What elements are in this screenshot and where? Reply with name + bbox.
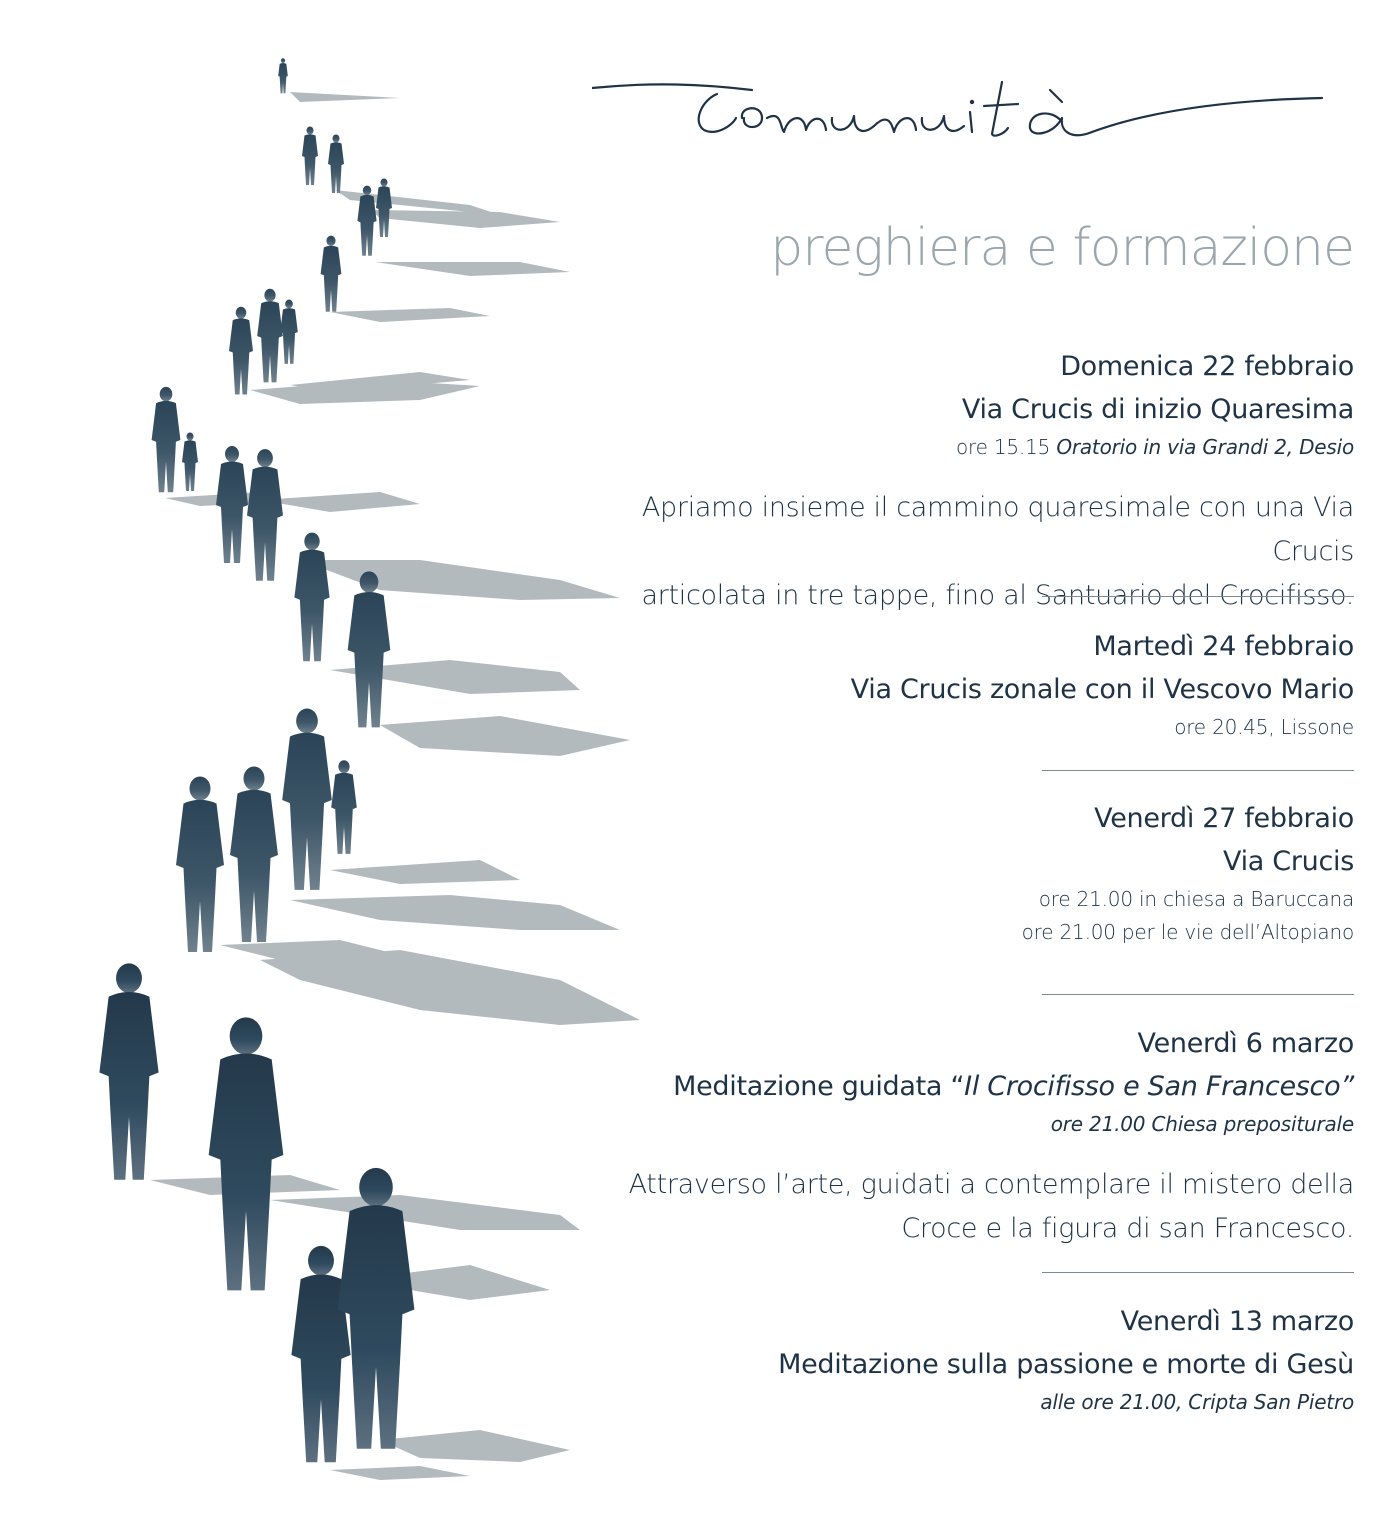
event-domenica-22-febbraio: [554, 345, 1354, 618]
event-title: Via Crucis di inizio Quaresima: [961, 394, 1354, 425]
event-venerdi-6-marzo: [554, 1022, 1354, 1251]
event-detail: ore 20.45, Lissone: [1174, 715, 1354, 739]
event-title-prefix: Meditazione guidata “: [673, 1071, 965, 1102]
event-date: Martedì 24 febbraio: [1093, 631, 1354, 662]
event-detail: ore 21.00 in chiesa a Baruccana: [1038, 887, 1354, 911]
event-description-line: articolata in tre tappe, fino al Santuario del Crocifisso.: [641, 580, 1354, 611]
separator: [1042, 1272, 1354, 1273]
event-description: [554, 486, 1354, 618]
event-description-line: Croce e la figura di san Francesco.: [901, 1213, 1354, 1244]
event-date: Venerdì 13 marzo: [1120, 1306, 1354, 1337]
event-detail: [554, 431, 1354, 464]
event-description: [554, 1163, 1354, 1251]
event-title: Meditazione sulla passione e morte di Gesù: [778, 1349, 1354, 1380]
event-venerdi-13-marzo: [554, 1300, 1354, 1419]
event-description-line: Attraverso l’arte, guidati a contemplare il mistero della: [628, 1169, 1354, 1200]
separator: [1042, 770, 1354, 771]
event-time: ore 15.15: [956, 435, 1051, 459]
separator: [1042, 596, 1354, 597]
foreground-figures: [99, 963, 414, 1462]
event-detail-italic: ore 21.00 Chiesa prepositurale: [1050, 1112, 1354, 1136]
subtitle: preghiera e formazione: [770, 218, 1354, 278]
event-place: Oratorio in via Grandi 2, Desio: [1056, 435, 1354, 459]
event-detail: [554, 1386, 1354, 1419]
event-date: Venerdì 6 marzo: [1137, 1028, 1354, 1059]
event-detail-italic: alle ore 21.00, Cripta San Pietro: [1040, 1390, 1354, 1414]
event-venerdi-27-febbraio: [554, 797, 1354, 949]
event-description-line: Apriamo insieme il cammino quaresimale con una Via Crucis: [641, 492, 1354, 567]
event-detail: [554, 1108, 1354, 1141]
event-date: Domenica 22 febbraio: [1060, 351, 1354, 382]
event-title: Via Crucis zonale con il Vescovo Mario: [850, 674, 1354, 705]
event-martedi-24-febbraio: [554, 625, 1354, 744]
event-title: Via Crucis: [1223, 846, 1354, 877]
title-script-logo: [592, 60, 1352, 160]
event-title: [554, 1065, 1354, 1108]
event-detail: ore 21.00 per le vie dell’Altopiano: [1021, 920, 1354, 944]
event-title-italic: Il Crocifisso e San Francesco”: [964, 1071, 1354, 1102]
event-date: Venerdì 27 febbraio: [1094, 803, 1354, 834]
separator: [1042, 994, 1354, 995]
